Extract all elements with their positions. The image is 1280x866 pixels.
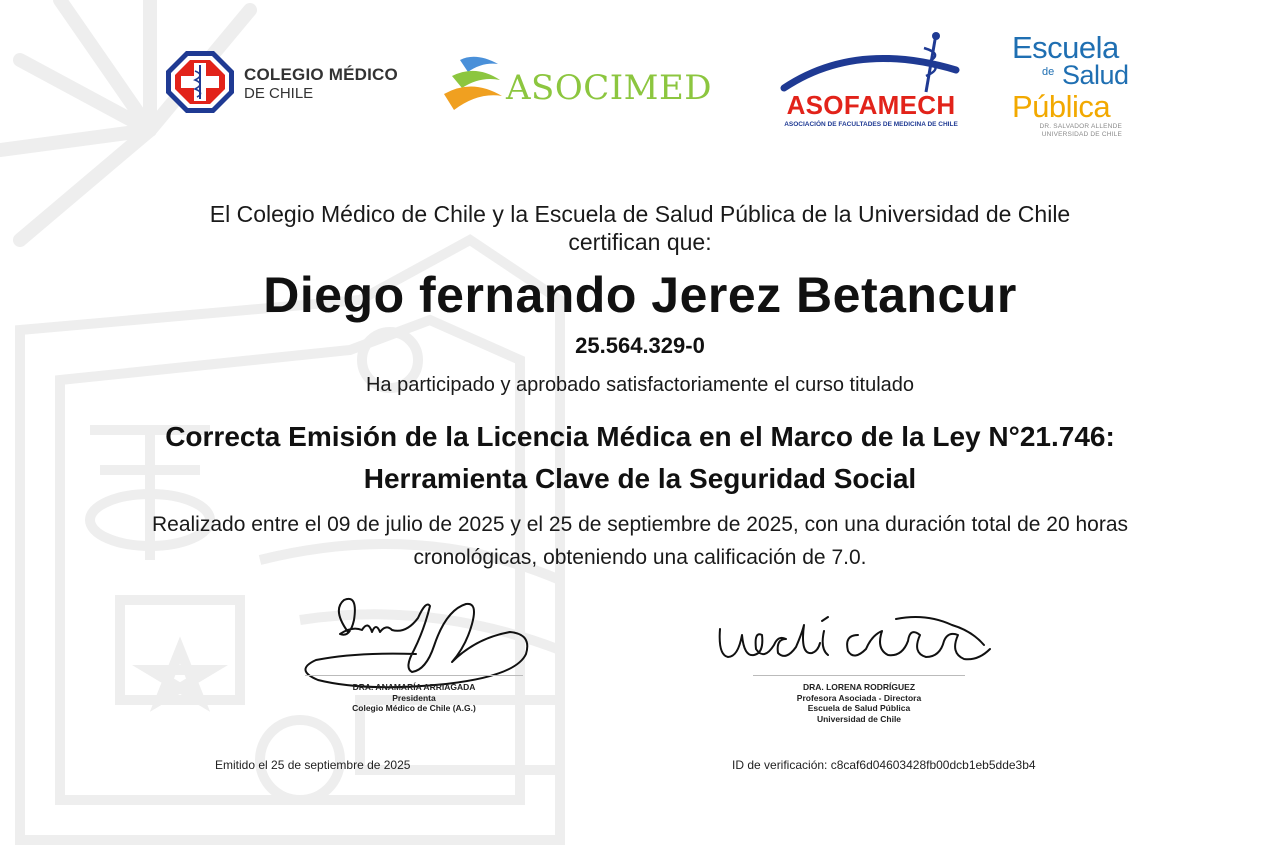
- signature-right-org-1: Escuela de Salud Pública: [807, 703, 911, 713]
- signature-left-role: Presidenta: [392, 692, 436, 703]
- course-details-line-1: Realizado entre el 09 de julio de 2025 y el 25 de septiembre de 2025, con una duración total de 20 horas: [151, 513, 1129, 536]
- signature-right-role: Profesora Asociada - Directora: [796, 692, 922, 703]
- escuela-logo-subtitle-line1: DR. SALVADOR ALLENDE: [1039, 123, 1122, 130]
- signature-left-line: [305, 675, 523, 676]
- course-title: [0, 416, 1280, 500]
- colegio-logo-line2: DE CHILE: [244, 85, 314, 102]
- asocimed-logo-text: ASOCIMED: [506, 68, 713, 108]
- verification-id: ID de verificación: c8caf6d04603428fb00dcb1eb5dde3b4: [732, 758, 1036, 772]
- escuela-logo-publica: Pública: [1012, 89, 1111, 124]
- recipient-name: Diego fernando Jerez Betancur: [263, 267, 1017, 323]
- signature-right-caption: [753, 682, 965, 724]
- colegio-logo-line1: COLEGIO MÉDICO: [244, 65, 398, 84]
- signature-right-org-2: Universidad de Chile: [816, 713, 902, 724]
- signature-left-name: DRA. ANAMARÍA ARRIAGADA: [352, 682, 476, 692]
- asofamech-logo-text: ASOFAMECH: [786, 90, 956, 120]
- participation-text: Ha participado y aprobado satisfactoriamente el curso titulado: [365, 374, 915, 396]
- asofamech-caduceus-icon: [776, 30, 966, 94]
- signature-right-name: DRA. LORENA RODRÍGUEZ: [802, 682, 916, 692]
- colegio-medico-logo: [164, 49, 404, 115]
- asocimed-swoosh-icon: [442, 54, 506, 114]
- signature-right-image: [712, 605, 1002, 675]
- escuela-logo-salud: Salud: [1062, 60, 1129, 90]
- signature-left-caption: [305, 682, 523, 714]
- course-details: [0, 508, 1280, 574]
- signature-right-line: [753, 675, 965, 676]
- asocimed-logo: [442, 54, 732, 118]
- escuela-logo-de: de: [1042, 66, 1055, 78]
- asofamech-logo: [776, 30, 966, 134]
- intro-line-1: El Colegio Médico de Chile y la Escuela de Salud Pública de la Universidad de Chile: [209, 201, 1071, 227]
- escuela-salud-publica-logo: [1008, 30, 1129, 140]
- course-details-line-2: cronológicas, obteniendo una calificación de 7.0.: [413, 546, 867, 569]
- signature-left-org: Colegio Médico de Chile (A.G.): [352, 703, 476, 713]
- course-title-line-2: Herramienta Clave de la Seguridad Social: [363, 463, 917, 494]
- escuela-logo-subtitle-line2: UNIVERSIDAD DE CHILE: [1041, 130, 1122, 138]
- issued-date: Emitido el 25 de septiembre de 2025: [215, 758, 411, 772]
- escuela-logo-line1: Escuela: [1012, 30, 1119, 65]
- asofamech-logo-subtitle: ASOCIACIÓN DE FACULTADES DE MEDICINA DE CHILE: [784, 121, 958, 128]
- course-title-line-1: Correcta Emisión de la Licencia Médica en el Marco de la Ley N°21.746:: [165, 421, 1115, 452]
- intro-line-2: certifican que:: [568, 229, 712, 255]
- recipient-rut: 25.564.329-0: [575, 333, 705, 358]
- colegio-medico-emblem-icon: [164, 49, 236, 115]
- certificate-intro: [0, 200, 1280, 256]
- escuela-logo-subtitle: [1012, 123, 1122, 138]
